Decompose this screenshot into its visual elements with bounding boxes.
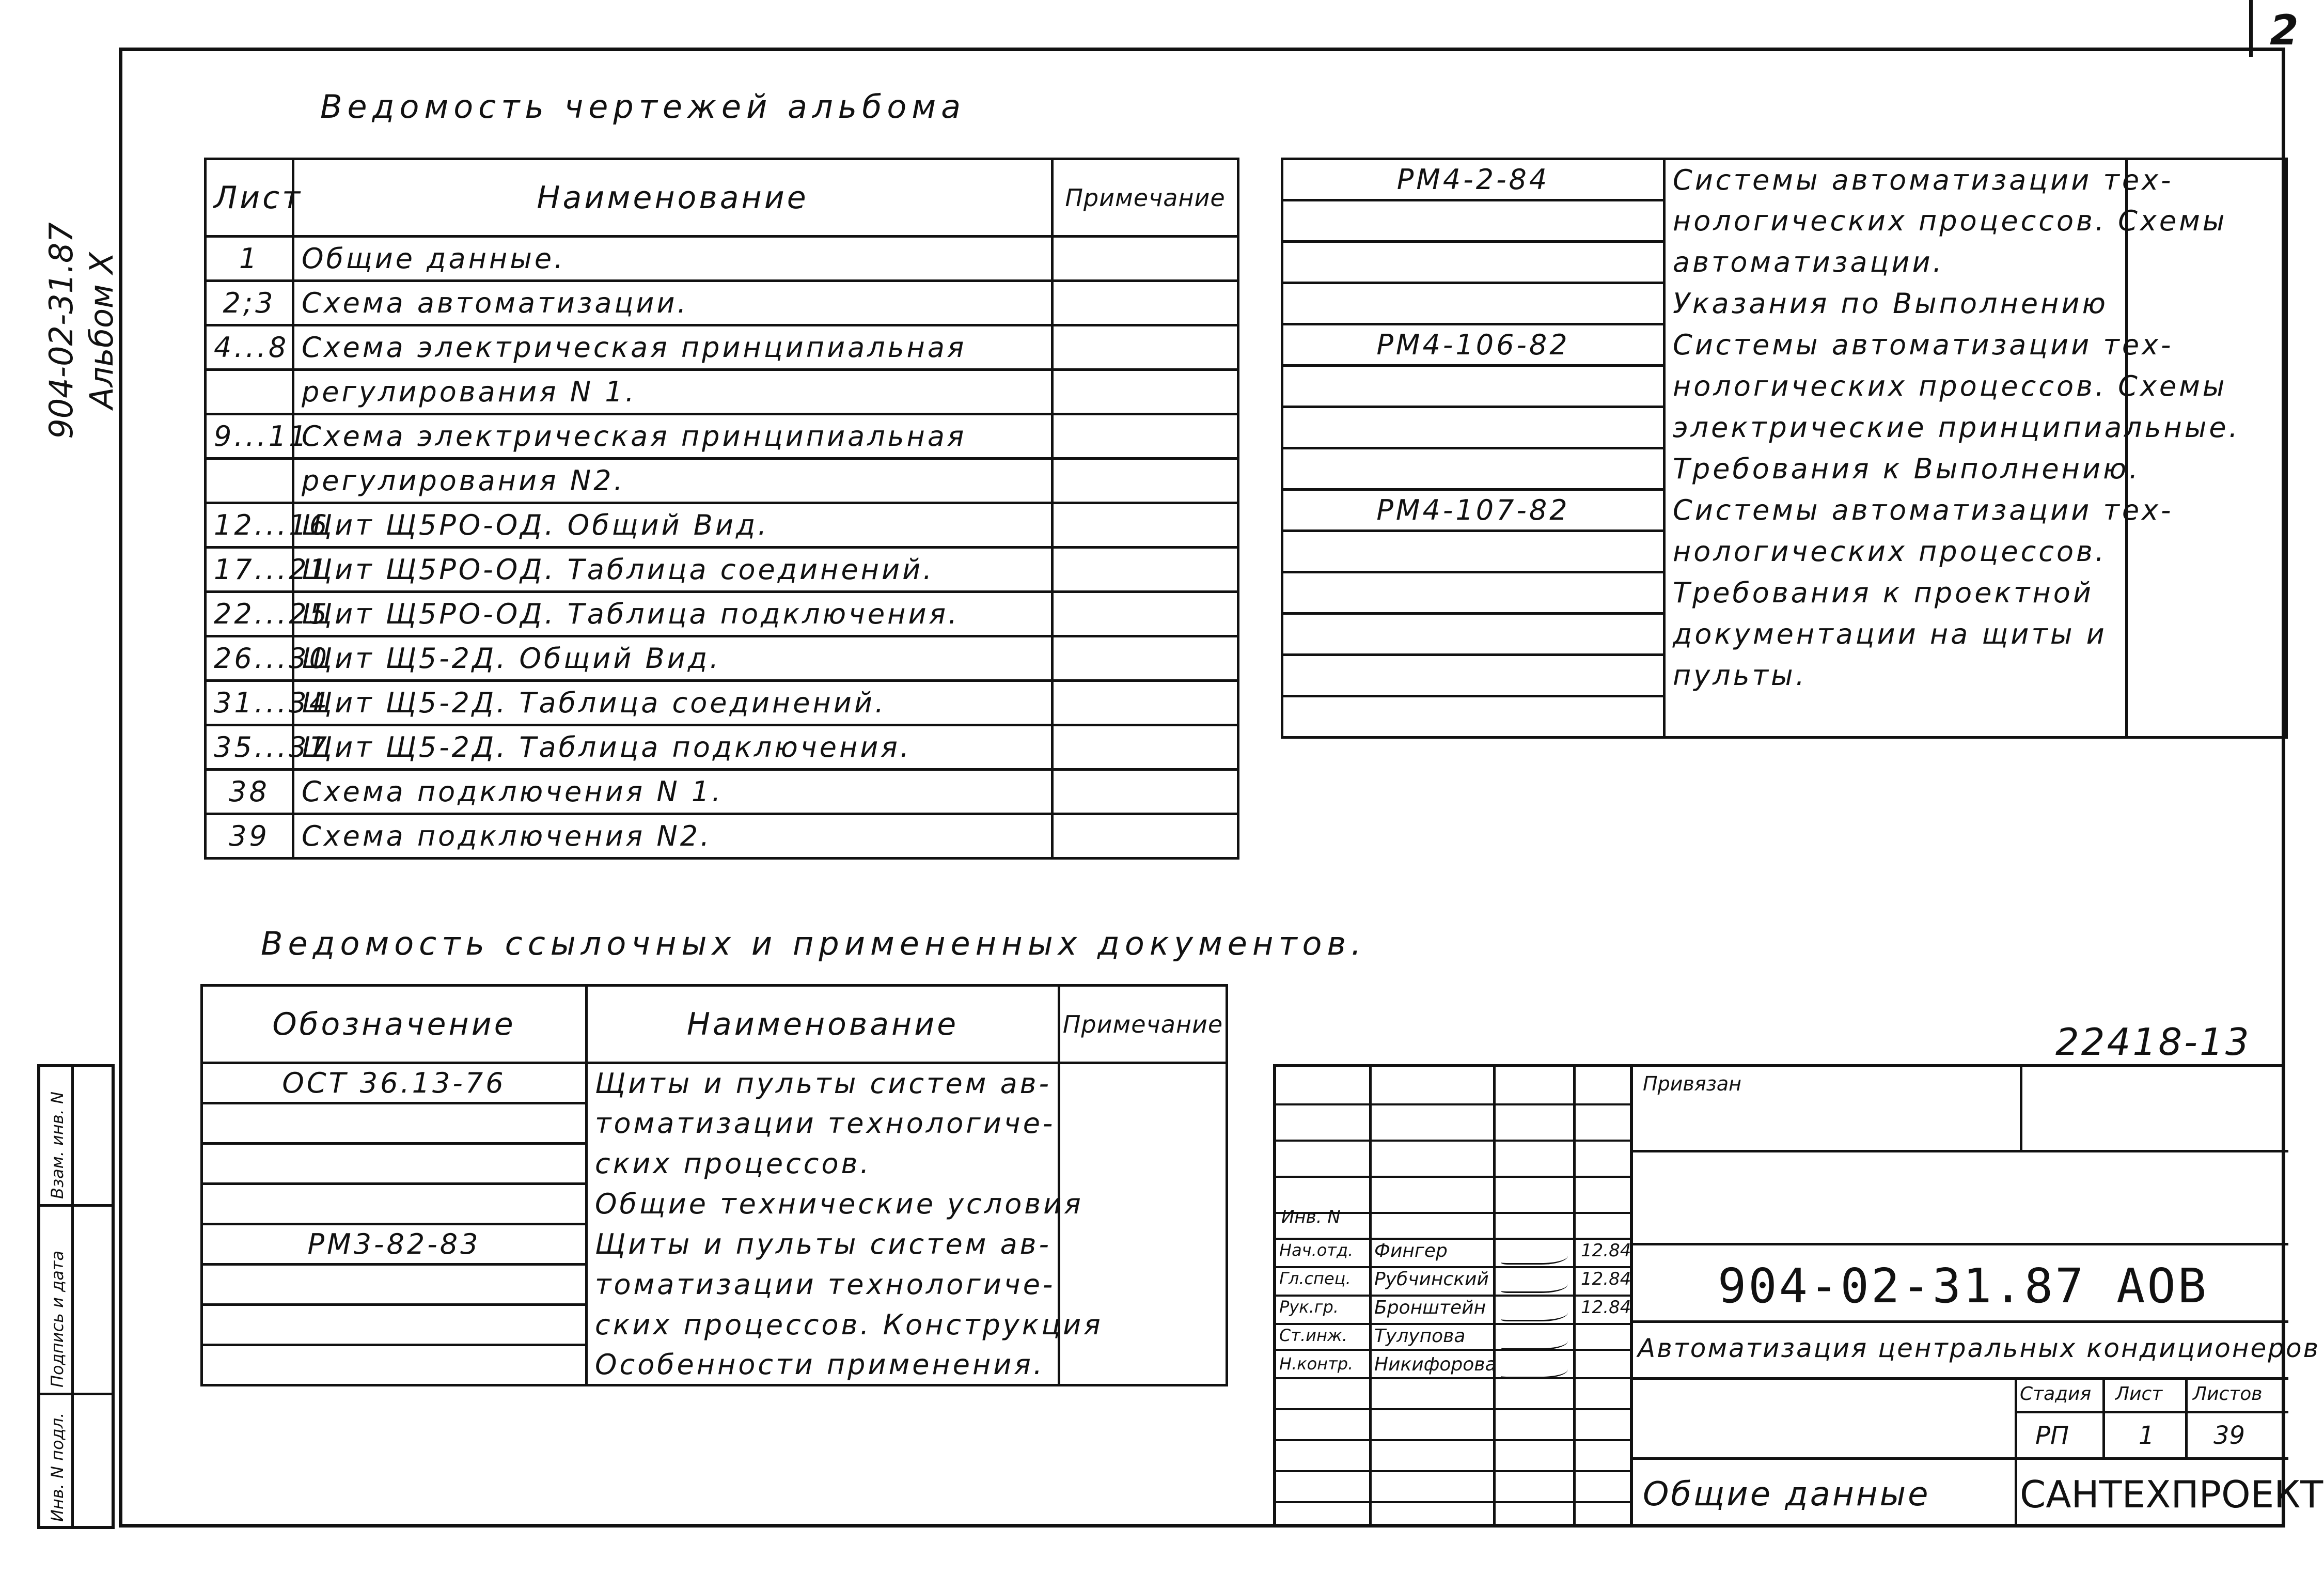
cell-name: Системы автоматизации тех-	[1665, 490, 2127, 531]
cell-note	[1053, 592, 1238, 636]
cell-sheet: 26...30	[206, 636, 293, 681]
sheets-label: Листов	[2193, 1383, 2263, 1405]
cell-sheet: 4...8	[206, 325, 293, 370]
ref-docs-continuation-row	[1282, 448, 2287, 490]
cell-name: Щиты и пульты систем ав-	[587, 1063, 1059, 1103]
cell-name: Общие данные.	[293, 237, 1053, 281]
person-name: Фингер	[1374, 1240, 1448, 1261]
sheet-title: Общие данные	[1643, 1475, 1930, 1514]
person-name: Тулупова	[1374, 1326, 1466, 1347]
person-name: Никифорова	[1374, 1354, 1497, 1375]
person-role: Гл.спец.	[1279, 1269, 1351, 1288]
cell-code	[202, 1103, 587, 1144]
cell-name: Схема автоматизации.	[293, 281, 1053, 325]
ref-docs-row	[202, 1305, 1227, 1345]
ref-docs-table	[200, 984, 1228, 1386]
ref-docs-row	[202, 1103, 1227, 1144]
cell-sheet: 9...11	[206, 414, 293, 459]
cell-code	[1282, 242, 1665, 283]
cell-sheet: 39	[206, 814, 293, 859]
album-list-row	[206, 725, 1238, 770]
ref-docs-continuation-row	[1282, 655, 2287, 696]
side-label-inv-orig: Инв. N подл.	[48, 1412, 67, 1522]
stage-value: РП	[2035, 1421, 2069, 1450]
cell-note	[1059, 1144, 1227, 1184]
signature	[1501, 1242, 1568, 1265]
cell-name: Щит Щ5РО-ОД. Таблица подключения.	[293, 592, 1053, 636]
col-note-header: Примечание	[1059, 986, 1227, 1063]
album-list-row	[206, 237, 1238, 281]
cell-name: томатизации технологиче-	[587, 1103, 1059, 1144]
cell-note	[2127, 572, 2287, 614]
side-code	[41, 196, 122, 465]
cell-name: Системы автоматизации тех-	[1665, 159, 2127, 200]
cell-code	[1282, 531, 1665, 572]
album-list-row	[206, 370, 1238, 414]
person-role: Ст.инж.	[1279, 1326, 1347, 1345]
cell-sheet: 31...34	[206, 681, 293, 725]
cell-name: пульты.	[1665, 655, 2127, 696]
cell-sheet: 1	[206, 237, 293, 281]
ref-docs-continuation-row	[1282, 614, 2287, 655]
person-date: 12.84	[1581, 1297, 1631, 1318]
ref-docs-row	[202, 1345, 1227, 1385]
cell-note	[1053, 814, 1238, 859]
cell-note	[1053, 325, 1238, 370]
cell-note	[2127, 448, 2287, 490]
cell-sheet: 17...21	[206, 548, 293, 592]
cell-sheet	[206, 459, 293, 503]
cell-note	[1053, 503, 1238, 548]
cell-name: Общие технические условия	[587, 1184, 1059, 1224]
sheet-value: 1	[2139, 1421, 2155, 1450]
album-list-row	[206, 814, 1238, 859]
stage-label: Стадия	[2020, 1383, 2092, 1405]
ref-docs-header	[202, 986, 1227, 1063]
cell-note	[2127, 696, 2287, 738]
cell-code	[202, 1184, 587, 1224]
ref-docs-row	[202, 1224, 1227, 1265]
cell-name: Указания по Выполнению	[1665, 283, 2127, 324]
cell-sheet	[206, 370, 293, 414]
cell-code: ОСТ 36.13-76	[202, 1063, 587, 1103]
cell-note	[1059, 1224, 1227, 1265]
person-role: Н.контр.	[1279, 1354, 1354, 1374]
cell-sheet: 38	[206, 770, 293, 814]
cell-name: томатизации технологиче-	[587, 1265, 1059, 1305]
side-code-number: 904-02-31.87	[42, 222, 80, 439]
sheet-label: Лист	[2115, 1383, 2163, 1405]
cell-name: Схема электрическая принципиальная	[293, 325, 1053, 370]
cell-name: регулирования N2.	[293, 459, 1053, 503]
ref-docs-row	[202, 1144, 1227, 1184]
cell-note	[1059, 1103, 1227, 1144]
cell-code	[1282, 366, 1665, 407]
ref-docs-continuation-table	[1281, 158, 2288, 739]
ref-docs-title: Ведомость ссылочных и примененных документов.	[261, 925, 1367, 962]
cell-name: ских процессов.	[587, 1144, 1059, 1184]
ref-docs-continuation-row	[1282, 242, 2287, 283]
organization: САНТЕХПРОЕКТ	[2020, 1473, 2323, 1516]
cell-sheet: 22...25	[206, 592, 293, 636]
cell-note	[1059, 1345, 1227, 1385]
album-list-row	[206, 636, 1238, 681]
col-name-header: Наименование	[587, 986, 1059, 1063]
cell-code	[1282, 283, 1665, 324]
side-label-replace-inv: Взам. инв. N	[48, 1092, 67, 1199]
ref-docs-row	[202, 1184, 1227, 1224]
album-list-row	[206, 459, 1238, 503]
album-list-table	[204, 158, 1239, 860]
cell-note	[2127, 283, 2287, 324]
album-list-header	[206, 159, 1238, 237]
col-sheet-header: Лист	[206, 159, 293, 237]
ref-docs-continuation-row	[1282, 572, 2287, 614]
album-list-row	[206, 503, 1238, 548]
cell-name: Щит Щ5РО-ОД. Таблица соединений.	[293, 548, 1053, 592]
col-code-header: Обозначение	[202, 986, 587, 1063]
cell-note	[1053, 548, 1238, 592]
album-list-row	[206, 414, 1238, 459]
signature	[1501, 1299, 1568, 1321]
cell-name: Щиты и пульты систем ав-	[587, 1224, 1059, 1265]
person-date: 12.84	[1581, 1240, 1631, 1261]
album-list-title: Ведомость чертежей альбома	[320, 88, 966, 126]
cell-name: Схема подключения N2.	[293, 814, 1053, 859]
ref-docs-continuation-row	[1282, 159, 2287, 200]
cell-note	[2127, 531, 2287, 572]
inv-label: Инв. N	[1281, 1207, 1341, 1227]
cell-code	[1282, 200, 1665, 242]
ref-docs-continuation-row	[1282, 283, 2287, 324]
cell-name	[1665, 696, 2127, 738]
sheet-number: 2	[2270, 6, 2299, 54]
sheets-value: 39	[2213, 1421, 2246, 1450]
document-code: 904-02-31.87 АОВ	[1717, 1258, 2209, 1314]
cell-note	[2127, 242, 2287, 283]
cell-name: Щит Щ5-2Д. Общий Вид.	[293, 636, 1053, 681]
cell-note	[1059, 1265, 1227, 1305]
title-block	[1273, 1064, 2323, 1528]
cell-code	[202, 1305, 587, 1345]
cell-note	[1053, 370, 1238, 414]
person-role: Нач.отд.	[1279, 1240, 1354, 1260]
cell-code	[202, 1265, 587, 1305]
cell-note	[1053, 237, 1238, 281]
album-list-row	[206, 281, 1238, 325]
person-role: Рук.гр.	[1279, 1297, 1339, 1317]
cell-code	[1282, 448, 1665, 490]
cell-name: нологических процессов.	[1665, 531, 2127, 572]
signature	[1501, 1271, 1568, 1293]
bound-label: Привязан	[1643, 1072, 1741, 1095]
album-list-row	[206, 770, 1238, 814]
cell-note	[2127, 614, 2287, 655]
cell-name: Схема подключения N 1.	[293, 770, 1053, 814]
side-stamp	[37, 1064, 115, 1529]
cell-name: Требования к проектной	[1665, 572, 2127, 614]
order-number: 22418-13	[2055, 1020, 2251, 1064]
cell-code	[1282, 614, 1665, 655]
cell-note	[2127, 655, 2287, 696]
cell-name: Щит Щ5-2Д. Таблица подключения.	[293, 725, 1053, 770]
ref-docs-continuation-row	[1282, 490, 2287, 531]
col-note-header: Примечание	[1053, 159, 1238, 237]
cell-note	[1053, 636, 1238, 681]
ref-docs-continuation-row	[1282, 324, 2287, 366]
cell-name: нологических процессов. Схемы	[1665, 366, 2127, 407]
cell-name: Щит Щ5-2Д. Таблица соединений.	[293, 681, 1053, 725]
person-date: 12.84	[1581, 1269, 1631, 1289]
cell-code	[1282, 572, 1665, 614]
cell-note	[1059, 1063, 1227, 1103]
cell-name: ских процессов. Конструкция	[587, 1305, 1059, 1345]
cell-name: регулирования N 1.	[293, 370, 1053, 414]
cell-note	[1053, 725, 1238, 770]
ref-docs-continuation-row	[1282, 531, 2287, 572]
cell-sheet: 35...37	[206, 725, 293, 770]
cell-name: Схема электрическая принципиальная	[293, 414, 1053, 459]
col-name-header: Наименование	[293, 159, 1053, 237]
cell-note	[1053, 459, 1238, 503]
cell-name: документации на щиты и	[1665, 614, 2127, 655]
signature	[1501, 1356, 1568, 1378]
cell-code	[202, 1144, 587, 1184]
cell-code	[1282, 655, 1665, 696]
cell-note	[1059, 1184, 1227, 1224]
cell-sheet: 12...16	[206, 503, 293, 548]
side-code-album: Альбом X	[83, 252, 120, 409]
cell-code	[1282, 696, 1665, 738]
person-name: Бронштейн	[1374, 1297, 1486, 1318]
cell-name: Щит Щ5РО-ОД. Общий Вид.	[293, 503, 1053, 548]
cell-code: РМ4-106-82	[1282, 324, 1665, 366]
person-name: Рубчинский	[1374, 1269, 1489, 1290]
ref-docs-continuation-row	[1282, 366, 2287, 407]
album-list-row	[206, 548, 1238, 592]
cell-sheet: 2;3	[206, 281, 293, 325]
cell-name: Системы автоматизации тех-	[1665, 324, 2127, 366]
cell-name: Требования к Выполнению.	[1665, 448, 2127, 490]
cell-code: РМ4-2-84	[1282, 159, 1665, 200]
album-list-row	[206, 681, 1238, 725]
ref-docs-continuation-row	[1282, 407, 2287, 448]
cell-name: автоматизации.	[1665, 242, 2127, 283]
cell-note	[1053, 770, 1238, 814]
cell-note	[1053, 681, 1238, 725]
cell-name: Особенности применения.	[587, 1345, 1059, 1385]
signature	[1501, 1328, 1568, 1350]
cell-code	[202, 1345, 587, 1385]
project-name: Автоматизация центральных кондиционеров	[1638, 1333, 2320, 1363]
cell-code: РМ4-107-82	[1282, 490, 1665, 531]
album-list-row	[206, 592, 1238, 636]
side-label-signature: Подпись и дата	[48, 1250, 67, 1388]
cell-name: нологических процессов. Схемы	[1665, 200, 2127, 242]
cell-code: РМ3-82-83	[202, 1224, 587, 1265]
ref-docs-row	[202, 1063, 1227, 1103]
cell-note	[1053, 414, 1238, 459]
ref-docs-continuation-row	[1282, 200, 2287, 242]
cell-note	[1053, 281, 1238, 325]
cell-code	[1282, 407, 1665, 448]
ref-docs-row	[202, 1265, 1227, 1305]
cell-name: электрические принципиальные.	[1665, 407, 2127, 448]
album-list-row	[206, 325, 1238, 370]
ref-docs-continuation-row	[1282, 696, 2287, 738]
